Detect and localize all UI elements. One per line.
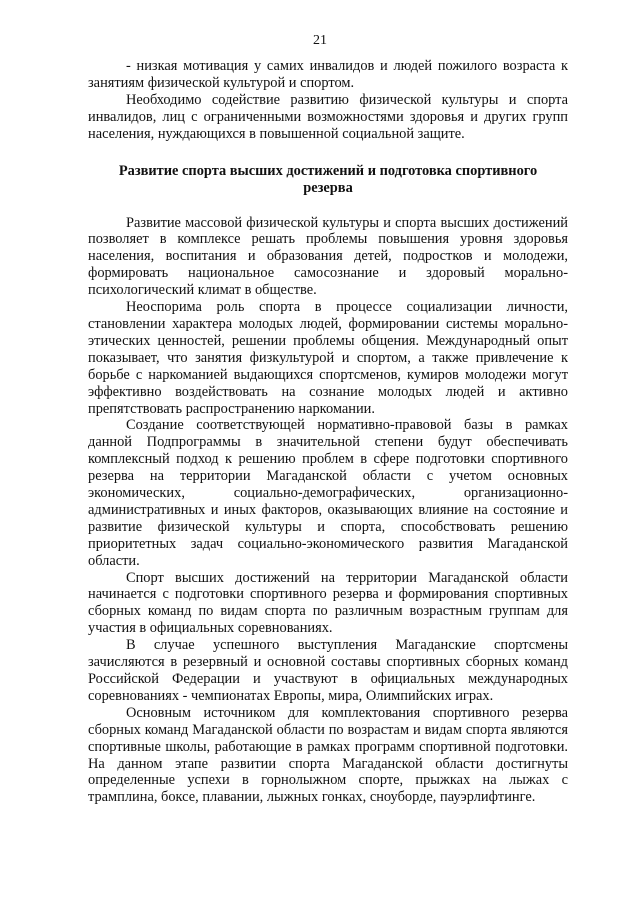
body-paragraph: Развитие массовой физической культуры и спорта высших достижений позволяет в комплексе решать проблемы повышения уровня здоровья населения, воспитания и образования детей, подростков и молодежи, формировать национальное самосознание и здоровый морально-психологический климат в обществе. — [88, 214, 568, 299]
body-paragraph: Основным источником для комплектования спортивного резерва сборных команд Магаданской области по возрастам и видам спорта являются спортивные школы, работающие в рамках программ спортивной подготовки. На данном этапе развитии спорта Магаданской области достигнуты определенные успехи в горнолыжном спорте, прыжках на лыжах с трамплина, боксе, плавании, лыжных гонках, сноуборде, пауэрлифтинге. — [88, 704, 568, 806]
section-heading — [88, 163, 568, 197]
page-content — [88, 58, 568, 806]
body-paragraph: Неоспорима роль спорта в процессе социализации личности, становлении характера молодых людей, формировании системы морально-этических ценностей, решении проблемы общения. Международный опыт показывает, что занятия физкультурой и спортом, а также привлечение к борьбе с наркоманией выдающихся спортсменов, кумиров молодежи могут эффективно воздействовать на сознание молодых людей и активно препятствовать распространению наркомании. — [88, 299, 568, 417]
section-heading-line: резерва — [303, 179, 353, 196]
body-paragraph: Спорт высших достижений на территории Магаданской области начинается с подготовки спортивного резерва и формирования спортивных сборных команд по видам спорта по различным возрастным группам для участия в официальных соревнованиях. — [88, 569, 568, 637]
intro-paragraph: Необходимо содействие развитию физической культуры и спорта инвалидов, лиц с ограниченными возможностями здоровья и других групп населения, нуждающихся в повышенной социальной защите. — [88, 91, 568, 142]
body-paragraph: В случае успешного выступления Магаданские спортсмены зачисляются в резервный и основной составы спортивных сборных команд Российской Федерации и участвуют в официальных международных соревнованиях - чемпионатах Европы, мира, Олимпийских играх. — [88, 637, 568, 704]
body-paragraph: Создание соответствующей нормативно-правовой базы в рамках данной Подпрограммы в значительной степени будут обеспечивать комплексный подход к решению проблем в сфере подготовки спортивного резерва на территории Магаданской области с учетом основных экономических, социально-демографических, организационно-административных и иных факторов, оказывающих влияние на состояние и развитие физической культуры и спорта, способствовать решению приоритетных задач социально-экономического развития Магаданской области. — [88, 417, 568, 569]
section-heading-line: Развитие спорта высших достижений и подготовка спортивного — [118, 162, 538, 179]
page-number: 21 — [313, 33, 327, 48]
intro-paragraph: - низкая мотивация у самих инвалидов и людей пожилого возраста к занятиям физической культурой и спортом. — [88, 58, 568, 91]
